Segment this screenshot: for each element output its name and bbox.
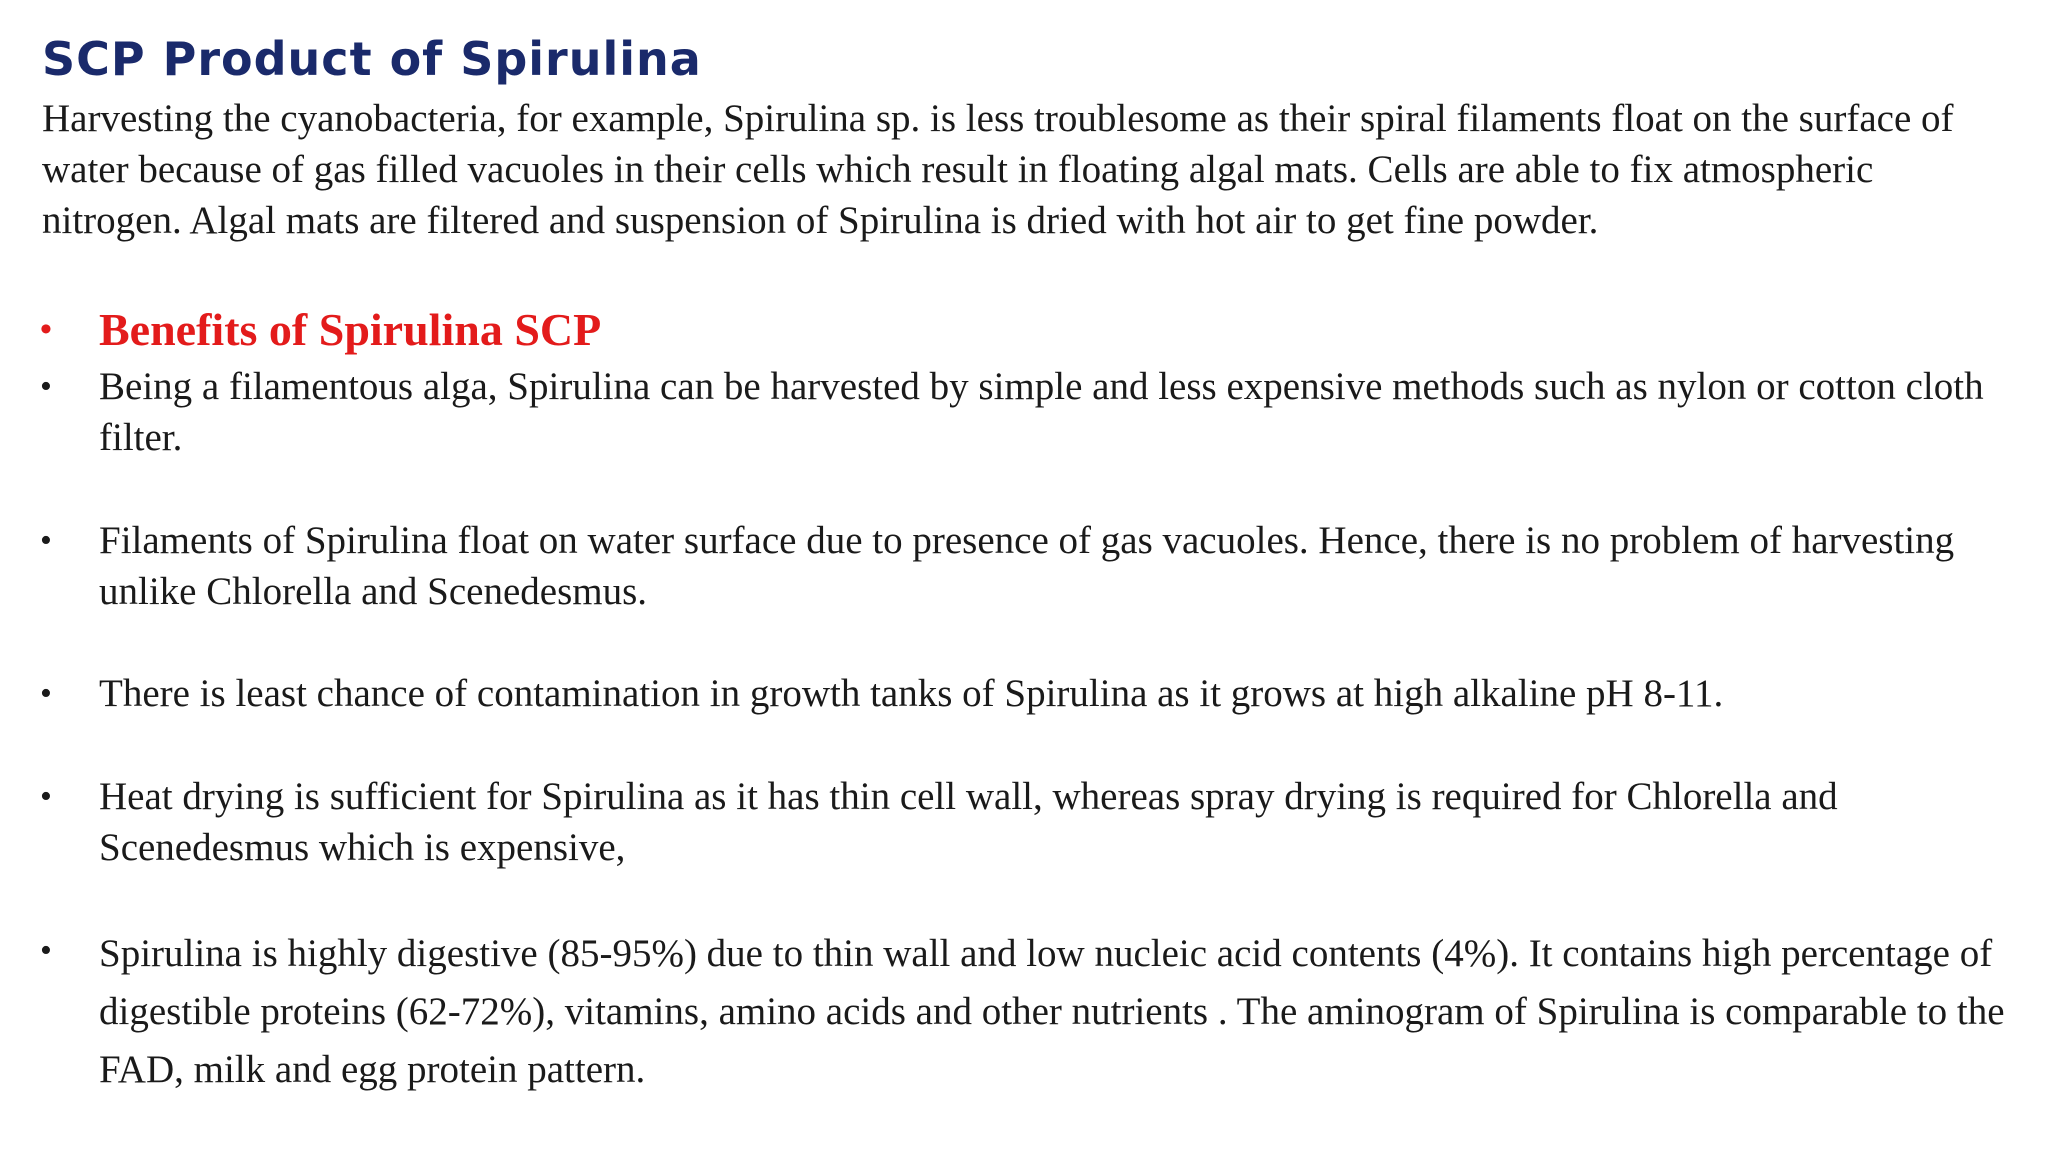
bullet-icon: •: [40, 311, 52, 348]
benefits-heading-item: [40, 300, 2030, 360]
bullet-icon: •: [40, 368, 52, 405]
benefit-text: Being a filamentous alga, Spirulina can be harvested by simple and less expensive methods such as nylon or cotton cloth filter.: [99, 365, 1984, 459]
benefit-text: Filaments of Spirulina float on water surface due to presence of gas vacuoles. Hence, there is no problem of harvesting unlike Chlorella and Scenedesmus.: [99, 519, 1955, 613]
bullet-icon: •: [40, 522, 52, 559]
benefit-text: There is least chance of contamination in growth tanks of Spirulina as it grows at high alkaline pH 8-11.: [99, 672, 1724, 715]
benefit-item: [40, 668, 2030, 719]
benefit-item: [40, 925, 2030, 1099]
intro-paragraph: Harvesting the cyanobacteria, for example, Spirulina sp. is less troublesome as their spiral filaments float on the surface of water because of gas filled vacuoles in their cells which result in floating algal mats. Cells are able to fix atmospheric nitrogen. Algal mats are filtered and suspension of Spirulina is dried with hot air to get fine powder.: [42, 97, 1954, 242]
benefit-text: Spirulina is highly digestive (85-95%) due to thin wall and low nucleic acid contents (4%). It contains high percentage of digestible proteins (62-72%), vitamins, amino acids and other nutrients . The aminogram of Spirulina is comparable to the FAD, milk and egg protein pattern.: [99, 932, 2005, 1091]
bullet-icon: •: [40, 675, 52, 712]
bullet-icon: •: [40, 932, 52, 969]
benefit-item: [40, 361, 2030, 463]
benefits-heading: Benefits of Spirulina SCP: [99, 304, 602, 355]
slide-title: SCP Product of Spirulina: [42, 32, 702, 86]
benefit-text: Heat drying is sufficient for Spirulina as it has thin cell wall, whereas spray drying is required for Chlorella and Scenedesmus which is expensive,: [99, 775, 1838, 869]
bullet-icon: •: [40, 778, 52, 815]
benefit-item: [40, 771, 2030, 873]
benefit-item: [40, 515, 2030, 617]
